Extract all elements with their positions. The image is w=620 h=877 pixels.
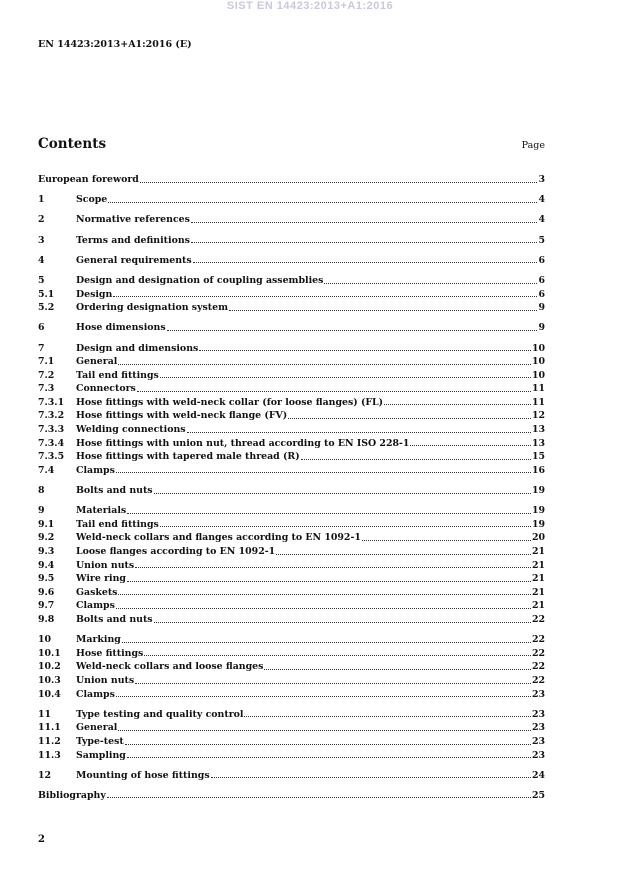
toc-entry-number: 10 bbox=[38, 634, 52, 646]
toc-entry-title: Sampling bbox=[76, 749, 126, 761]
toc-dot-leader bbox=[137, 391, 531, 392]
table-of-contents bbox=[38, 174, 545, 803]
toc-entry-title: Ordering designation system bbox=[76, 302, 229, 314]
toc-entry[interactable] bbox=[38, 465, 545, 479]
toc-entry[interactable] bbox=[38, 560, 545, 574]
toc-entry-title: Design and designation of coupling assemblies bbox=[76, 274, 324, 286]
toc-entry-title: Hose fittings with union nut, thread according to EN ISO 228-1 bbox=[76, 437, 410, 449]
toc-entry[interactable] bbox=[38, 587, 545, 601]
toc-dot-leader bbox=[113, 296, 537, 297]
toc-entry-page: 9 bbox=[538, 302, 545, 314]
toc-entry-number: 2 bbox=[38, 214, 45, 226]
toc-entry[interactable] bbox=[38, 722, 545, 736]
toc-entry-title: Weld-neck collars and flanges according to EN 1092-1 bbox=[76, 532, 361, 544]
toc-dot-leader bbox=[118, 364, 531, 365]
toc-entry-title: Hose fittings with weld-neck flange (FV) bbox=[76, 410, 288, 422]
toc-entry-page: 4 bbox=[538, 194, 545, 206]
toc-entry-page: 5 bbox=[538, 234, 545, 246]
page-number: 2 bbox=[38, 834, 45, 845]
toc-entry[interactable] bbox=[38, 505, 545, 519]
toc-entry-title: Clamps bbox=[76, 688, 115, 700]
toc-dot-leader bbox=[362, 540, 531, 541]
toc-entry[interactable] bbox=[38, 675, 545, 689]
toc-entry-page: 12 bbox=[531, 410, 545, 422]
toc-entry-title: Type testing and quality control bbox=[76, 708, 244, 720]
toc-entry-number: 8 bbox=[38, 485, 45, 497]
toc-entry[interactable] bbox=[38, 356, 545, 370]
toc-entry-page: 25 bbox=[531, 789, 545, 801]
toc-entry-title: Materials bbox=[76, 505, 127, 517]
toc-entry[interactable] bbox=[38, 235, 545, 249]
toc-entry[interactable] bbox=[38, 485, 545, 499]
toc-entry-number: 9.8 bbox=[38, 613, 55, 625]
toc-entry-number: 4 bbox=[38, 254, 45, 266]
toc-entry-title: General bbox=[76, 722, 118, 734]
contents-heading: Contents bbox=[38, 136, 107, 152]
toc-entry-page: 22 bbox=[531, 647, 545, 659]
toc-entry-page: 4 bbox=[538, 214, 545, 226]
document-id: EN 14423:2013+A1:2016 (E) bbox=[38, 39, 192, 50]
toc-entry-page: 10 bbox=[531, 342, 545, 354]
toc-dot-leader bbox=[135, 683, 531, 684]
toc-entry-number: 11 bbox=[38, 708, 52, 720]
toc-entry[interactable] bbox=[38, 289, 545, 303]
toc-entry-page: 21 bbox=[531, 559, 545, 571]
toc-entry-number: 7.3.1 bbox=[38, 396, 65, 408]
toc-entry-page: 16 bbox=[531, 464, 545, 476]
toc-dot-leader bbox=[154, 493, 531, 494]
toc-dot-leader bbox=[118, 730, 531, 731]
toc-entry-title: Clamps bbox=[76, 464, 115, 476]
toc-dot-leader bbox=[167, 330, 538, 331]
toc-entry-title: Tail end fittings bbox=[76, 518, 159, 530]
toc-dot-leader bbox=[160, 526, 531, 527]
toc-entry[interactable] bbox=[38, 302, 545, 316]
toc-entry[interactable] bbox=[38, 174, 545, 188]
toc-dot-leader bbox=[127, 581, 531, 582]
toc-entry-page: 21 bbox=[531, 586, 545, 598]
toc-entry-title: Hose fittings with tapered male thread (R) bbox=[76, 451, 300, 463]
toc-entry[interactable] bbox=[38, 614, 545, 628]
toc-entry-number: 7.1 bbox=[38, 356, 55, 368]
toc-entry-number: 7.3.4 bbox=[38, 437, 65, 449]
toc-entry-title: Connectors bbox=[76, 383, 136, 395]
toc-dot-leader bbox=[229, 310, 537, 311]
toc-entry-number: 10.1 bbox=[38, 647, 61, 659]
toc-entry[interactable] bbox=[38, 648, 545, 662]
toc-entry-title: Terms and definitions bbox=[76, 234, 190, 246]
toc-entry-page: 22 bbox=[531, 634, 545, 646]
toc-entry-title: Scope bbox=[76, 194, 108, 206]
page-column-label: Page bbox=[521, 140, 545, 151]
toc-entry-title: Clamps bbox=[76, 600, 115, 612]
toc-entry-page: 3 bbox=[538, 174, 545, 185]
toc-entry[interactable] bbox=[38, 370, 545, 384]
toc-entry[interactable] bbox=[38, 397, 545, 411]
toc-entry[interactable] bbox=[38, 194, 545, 208]
toc-dot-leader bbox=[244, 716, 530, 717]
toc-entry-number: 7.2 bbox=[38, 369, 55, 381]
toc-entry-page: 22 bbox=[531, 661, 545, 673]
toc-entry-page: 10 bbox=[531, 369, 545, 381]
toc-entry-page: 20 bbox=[531, 532, 545, 544]
toc-dot-leader bbox=[108, 202, 537, 203]
toc-entry-number: 9.5 bbox=[38, 573, 55, 585]
toc-entry-page: 10 bbox=[531, 356, 545, 368]
toc-entry-page: 9 bbox=[538, 322, 545, 334]
toc-dot-leader bbox=[264, 669, 531, 670]
toc-entry-number: 11.2 bbox=[38, 735, 61, 747]
toc-entry-page: 23 bbox=[531, 708, 545, 720]
toc-entry-number: 7.3.2 bbox=[38, 410, 65, 422]
toc-entry-page: 6 bbox=[538, 254, 545, 266]
toc-entry-number: 1 bbox=[38, 194, 45, 206]
toc-entry-title: Marking bbox=[76, 634, 121, 646]
toc-dot-leader bbox=[107, 797, 531, 798]
toc-entry-title: Bibliography bbox=[38, 789, 106, 801]
toc-entry-number: 7.3 bbox=[38, 383, 55, 395]
toc-dot-leader bbox=[127, 757, 531, 758]
toc-entry-number: 7.4 bbox=[38, 464, 55, 476]
toc-entry-number: 7 bbox=[38, 342, 45, 354]
toc-entry-title: Normative references bbox=[76, 214, 190, 226]
toc-entry[interactable] bbox=[38, 214, 545, 228]
toc-entry-title: Type-test bbox=[76, 735, 124, 747]
toc-dot-leader bbox=[384, 404, 531, 405]
toc-entry[interactable] bbox=[38, 600, 545, 614]
toc-entry-number: 5 bbox=[38, 274, 45, 286]
toc-dot-leader bbox=[144, 655, 531, 656]
toc-dot-leader bbox=[288, 418, 531, 419]
toc-entry-title: General bbox=[76, 356, 118, 368]
toc-entry[interactable] bbox=[38, 573, 545, 587]
toc-dot-leader bbox=[193, 262, 538, 263]
toc-entry[interactable] bbox=[38, 322, 545, 336]
toc-dot-leader bbox=[127, 513, 531, 514]
watermark: SIST EN 14423:2013+A1:2016 bbox=[226, 0, 394, 12]
toc-entry[interactable] bbox=[38, 634, 545, 648]
toc-entry-page: 24 bbox=[531, 769, 545, 781]
toc-dot-leader bbox=[187, 432, 531, 433]
toc-entry-page: 13 bbox=[531, 437, 545, 449]
toc-dot-leader bbox=[122, 642, 531, 643]
toc-entry-title: Tail end fittings bbox=[76, 369, 159, 381]
toc-entry-number: 9.6 bbox=[38, 586, 55, 598]
toc-entry-page: 19 bbox=[531, 505, 545, 517]
toc-entry[interactable] bbox=[38, 451, 545, 465]
toc-entry-title: Hose dimensions bbox=[76, 322, 166, 334]
toc-entry-page: 11 bbox=[531, 396, 545, 408]
toc-entry-number: 11.3 bbox=[38, 749, 61, 761]
toc-entry[interactable] bbox=[38, 770, 545, 784]
toc-entry-title: Design bbox=[76, 288, 113, 300]
toc-dot-leader bbox=[410, 445, 531, 446]
toc-entry[interactable] bbox=[38, 546, 545, 560]
toc-entry-page: 15 bbox=[531, 451, 545, 463]
toc-dot-leader bbox=[211, 777, 531, 778]
toc-entry[interactable] bbox=[38, 343, 545, 357]
toc-entry[interactable] bbox=[38, 438, 545, 452]
toc-entry-number: 10.3 bbox=[38, 674, 61, 686]
toc-entry-page: 19 bbox=[531, 518, 545, 530]
toc-entry-number: 9.1 bbox=[38, 518, 55, 530]
toc-entry-number: 3 bbox=[38, 234, 45, 246]
toc-dot-leader bbox=[135, 567, 531, 568]
toc-entry-number: 9.7 bbox=[38, 600, 55, 612]
toc-entry[interactable] bbox=[38, 255, 545, 269]
toc-entry-title: General requirements bbox=[76, 254, 192, 266]
toc-entry-page: 23 bbox=[531, 749, 545, 761]
toc-entry-page: 22 bbox=[531, 674, 545, 686]
toc-entry-page: 11 bbox=[531, 383, 545, 395]
toc-entry-title: European foreword bbox=[38, 174, 139, 185]
toc-entry-number: 5.1 bbox=[38, 288, 55, 300]
toc-entry-number: 7.3.3 bbox=[38, 424, 65, 436]
toc-entry-title: Bolts and nuts bbox=[76, 485, 153, 497]
toc-entry-number: 7.3.5 bbox=[38, 451, 65, 463]
toc-entry-page: 19 bbox=[531, 485, 545, 497]
toc-dot-leader bbox=[324, 283, 537, 284]
toc-dot-leader bbox=[160, 377, 531, 378]
toc-dot-leader bbox=[276, 554, 531, 555]
toc-entry[interactable] bbox=[38, 661, 545, 675]
toc-dot-leader bbox=[125, 744, 531, 745]
toc-entry[interactable] bbox=[38, 750, 545, 764]
toc-dot-leader bbox=[116, 472, 531, 473]
toc-entry-page: 6 bbox=[538, 288, 545, 300]
toc-entry[interactable] bbox=[38, 383, 545, 397]
toc-dot-leader bbox=[199, 350, 531, 351]
toc-entry-number: 12 bbox=[38, 769, 52, 781]
toc-entry[interactable] bbox=[38, 424, 545, 438]
toc-entry-number: 9.2 bbox=[38, 532, 55, 544]
toc-entry-number: 9 bbox=[38, 505, 45, 517]
toc-entry[interactable] bbox=[38, 410, 545, 424]
toc-entry-page: 23 bbox=[531, 688, 545, 700]
toc-entry-number: 5.2 bbox=[38, 302, 55, 314]
toc-dot-leader bbox=[301, 459, 531, 460]
toc-entry[interactable] bbox=[38, 689, 545, 703]
toc-dot-leader bbox=[116, 696, 531, 697]
toc-entry-title: Welding connections bbox=[76, 424, 186, 436]
toc-entry[interactable] bbox=[38, 790, 545, 804]
toc-entry-title: Mounting of hose fittings bbox=[76, 769, 210, 781]
toc-entry-title: Wire ring bbox=[76, 573, 126, 585]
toc-entry-number: 9.4 bbox=[38, 559, 55, 571]
toc-entry[interactable] bbox=[38, 709, 545, 723]
toc-dot-leader bbox=[191, 242, 538, 243]
toc-entry-page: 23 bbox=[531, 722, 545, 734]
toc-entry-number: 9.3 bbox=[38, 546, 55, 557]
toc-entry-page: 21 bbox=[531, 546, 545, 557]
toc-entry-number: 10.2 bbox=[38, 661, 61, 673]
toc-entry-title: Hose fittings with weld-neck collar (for loose flanges) (FL) bbox=[76, 396, 384, 408]
toc-entry-title: Weld-neck collars and loose flanges bbox=[76, 661, 264, 673]
toc-entry-title: Loose flanges according to EN 1092-1 bbox=[76, 546, 276, 557]
toc-entry-title: Gaskets bbox=[76, 586, 118, 598]
toc-entry-page: 23 bbox=[531, 735, 545, 747]
toc-entry-page: 21 bbox=[531, 600, 545, 612]
toc-dot-leader bbox=[191, 222, 538, 223]
toc-entry[interactable] bbox=[38, 275, 545, 289]
toc-dot-leader bbox=[140, 182, 538, 183]
toc-entry-title: Union nuts bbox=[76, 674, 135, 686]
toc-dot-leader bbox=[118, 594, 531, 595]
toc-dot-leader bbox=[154, 622, 531, 623]
toc-dot-leader bbox=[116, 608, 531, 609]
toc-entry-title: Design and dimensions bbox=[76, 342, 199, 354]
toc-entry[interactable] bbox=[38, 532, 545, 546]
toc-entry-number: 11.1 bbox=[38, 722, 61, 734]
toc-entry[interactable] bbox=[38, 519, 545, 533]
toc-entry-title: Bolts and nuts bbox=[76, 613, 153, 625]
toc-entry-page: 22 bbox=[531, 613, 545, 625]
toc-entry-title: Hose fittings bbox=[76, 647, 144, 659]
toc-entry-page: 21 bbox=[531, 573, 545, 585]
toc-entry-page: 6 bbox=[538, 274, 545, 286]
toc-entry-number: 6 bbox=[38, 322, 45, 334]
toc-entry-title: Union nuts bbox=[76, 559, 135, 571]
toc-entry[interactable] bbox=[38, 736, 545, 750]
toc-entry-number: 10.4 bbox=[38, 688, 61, 700]
toc-entry-page: 13 bbox=[531, 424, 545, 436]
